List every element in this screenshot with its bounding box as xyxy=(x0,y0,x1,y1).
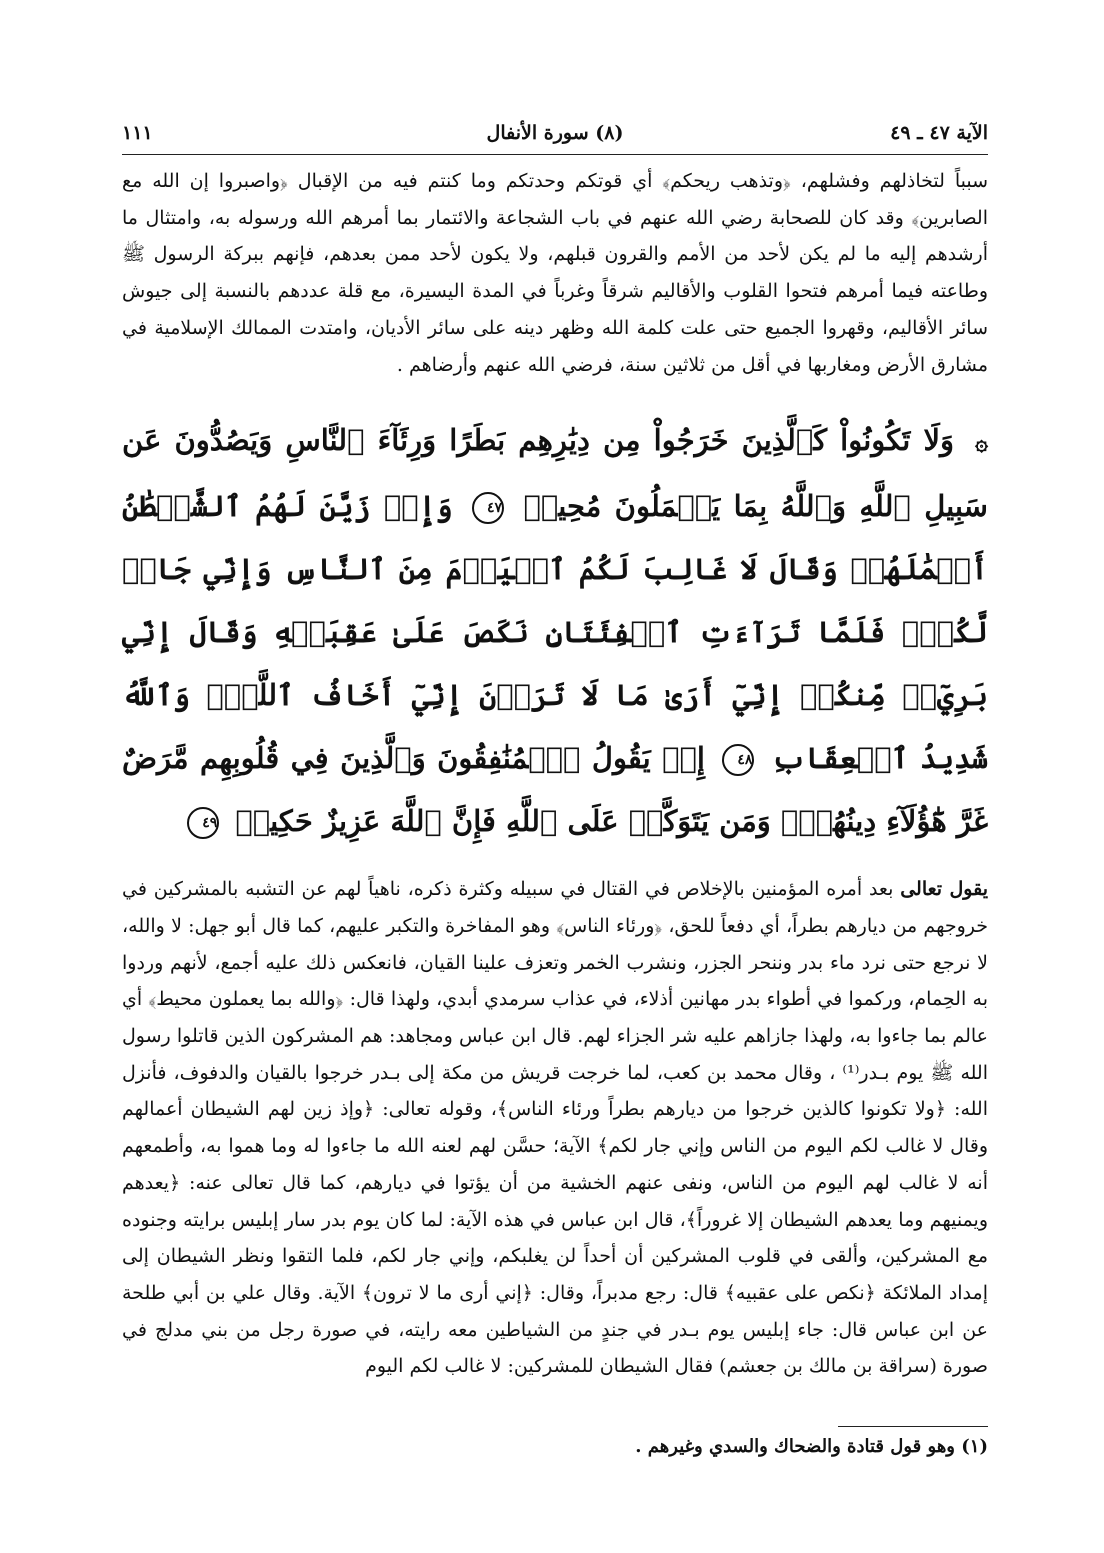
verse-48: وَإِذۡ زَيَّنَ لَهُمُ ٱلشَّيۡطَٰنُ أَعۡمَٰلَهُمۡ وَقَالَ لَا غَالِبَ لَكُمُ ٱلۡيَوۡمَ مِنَ ٱلنَّاسِ وَإِنِّي جَارٞ لَّكُمۡۖ فَلَمَّا تَرَآءَتِ ٱلۡفِئَتَانِ نَكَصَ عَلَىٰ عَقِبَيۡهِ وَقَالَ إِنِّي بَرِيٓءٞ مِّنكُمۡ إِنِّيٓ أَرَىٰ مَا لَا تَرَوۡنَ إِنِّيٓ أَخَافُ ٱللَّهَۚ وَٱللَّهُ شَدِيدُ ٱلۡعِقَابِ xyxy=(122,489,988,776)
verse-number-48: ٤٨ xyxy=(722,744,754,776)
book-page xyxy=(122,110,988,1490)
surah-title: (٨) سورة الأنفال xyxy=(486,122,624,144)
rub-el-hizb-icon: ۞ xyxy=(975,430,988,457)
commentary-body: بعد أمره المؤمنين بالإخلاص في القتال في سبيله وكثرة ذكره، ناهياً لهم عن التشبه بالمشركين في خروجهم من ديارهم بطراً، أي دفعاً للحق، ﴿ورئاء الناس﴾ وهو المفاخرة والتكبر عليهم، كما قال أبو جهل: لا والله، لا نرجع حتى نرد ماء بدر وننحر الجزر، ونشرب الخمر وتعزف علينا القيان، فانعكس ذلك عليه أجمع، لأنهم وردوا به الحِمام، وركموا في أطواء بدر مهانين أذلاء، في عذاب سرمدي أبدي، ولهذا قال: ﴿والله بما يعملون محيط﴾ أي عالم بما جاءوا به، ولهذا جازاهم عليه شر الجزاء لهم. قال ابن عباس ومجاهد: هم المشركون الذين قاتلوا رسول الله ﷺ يوم بـدر⁽¹⁾ ، وقال محمد بن كعب، لما خرجت قريش من مكة إلى بـدر خرجوا بالقيان والدفوف، فأنزل الله: ﴿ولا تكونوا كالذين خرجوا من ديارهم بطراً ورئاء الناس﴾، وقوله تعالى: ﴿وإذ زين لهم الشيطان أعمالهم وقال لا غالب لكم اليوم من الناس وإني جار لكم﴾ الآية؛ حسَّن لهم لعنه الله ما جاءوا له وما هموا به، وأطمعهم أنه لا غالب لهم اليوم من الناس، ونفى عنهم الخشية من أن يؤتوا في ديارهم، كما قال تعالى عنه: ﴿يعدهم ويمنيهم وما يعدهم الشيطان إلا غروراً﴾، قال ابن عباس في هذه الآية: لما كان يوم بدر سار إبليس برايته وجنوده مع المشركين، وألقى في قلوب المشركين أن أحداً لن يغلبكم، وإني جار لكم، فلما التقوا ونظر الشيطان إلى إمداد الملائكة ﴿نكص على عقبيه﴾ قال: رجع مدبراً، وقال: ﴿إني أرى ما لا ترون﴾ الآية. وقال علي بن أبي طلحة عن ابن عباس قال: جاء إبليس يوم بـدر في جندٍ من الشياطين معه رايته، في صورة رجل من بني مدلج في صورة (سراقة بن مالك بن جعشم) فقال الشيطان للمشركين: لا غالب لكم اليوم xyxy=(122,878,988,1378)
quran-verses xyxy=(122,409,988,853)
page-header xyxy=(122,110,988,155)
intro-paragraph: سبباً لتخاذلهم وفشلهم، ﴿وتذهب ريحكم﴾ أي قوتكم وحدتكم وما كنتم فيه من الإقبال ﴿واصبروا إن الله مع الصابرين﴾ وقد كان للصحابة رضي الله عنهم في باب الشجاعة والائتمار بما أمرهم الله ورسوله به، وامتثال ما أرشدهم إليه ما لم يكن لأحد من الأمم والقرون قبلهم، ولا يكون لأحد ممن بعدهم، فإنهم ببركة الرسول ﷺ وطاعته فيما أمرهم فتحوا القلوب والأقاليم شرقاً وغرباً في المدة اليسيرة، مع قلة عددهم بالنسبة إلى جيوش سائر الأقاليم، وقهروا الجميع حتى علت كلمة الله وظهر دينه على سائر الأديان، وامتدت الممالك الإسلامية في مشارق الأرض ومغاربها في أقل من ثلاثين سنة، فرضي الله عنهم وأرضاهم . xyxy=(122,170,988,376)
verse-number-47: ٤٧ xyxy=(472,492,504,524)
commentary-lead: يقول تعالى xyxy=(900,878,988,901)
footnote: (١) وهو قول قتادة والضحاك والسدي وغيرهم . xyxy=(635,1436,988,1457)
verse-number-49: ٤٩ xyxy=(187,807,219,839)
footnote-divider xyxy=(838,1426,988,1427)
page-number: ١١١ xyxy=(122,122,153,144)
verse-49: إِذۡ يَقُولُ ٱلۡمُنَٰفِقُونَ وَٱلَّذِينَ فِي قُلُوبِهِم مَّرَضٌ غَرَّ هَٰٓؤُلَآءِ دِينُهُمۡۗ وَمَن يَتَوَكَّلۡ عَلَى ٱللَّهِ فَإِنَّ ٱللَّهَ عَزِيزٌ حَكِيمٞ xyxy=(122,741,988,839)
verse-47: وَلَا تَكُونُواْ كَٱلَّذِينَ خَرَجُواْ مِن دِيَٰرِهِم بَطَرًا وَرِئَآءَ ٱلنَّاسِ وَيَصُدُّونَ عَن سَبِيلِ ٱللَّهِ وَٱللَّهُ بِمَا يَعۡمَلُونَ مُحِيطٞ xyxy=(122,423,988,524)
ayah-range: الآية ٤٧ ـ ٤٩ xyxy=(890,122,988,144)
commentary-paragraph xyxy=(122,871,988,1385)
